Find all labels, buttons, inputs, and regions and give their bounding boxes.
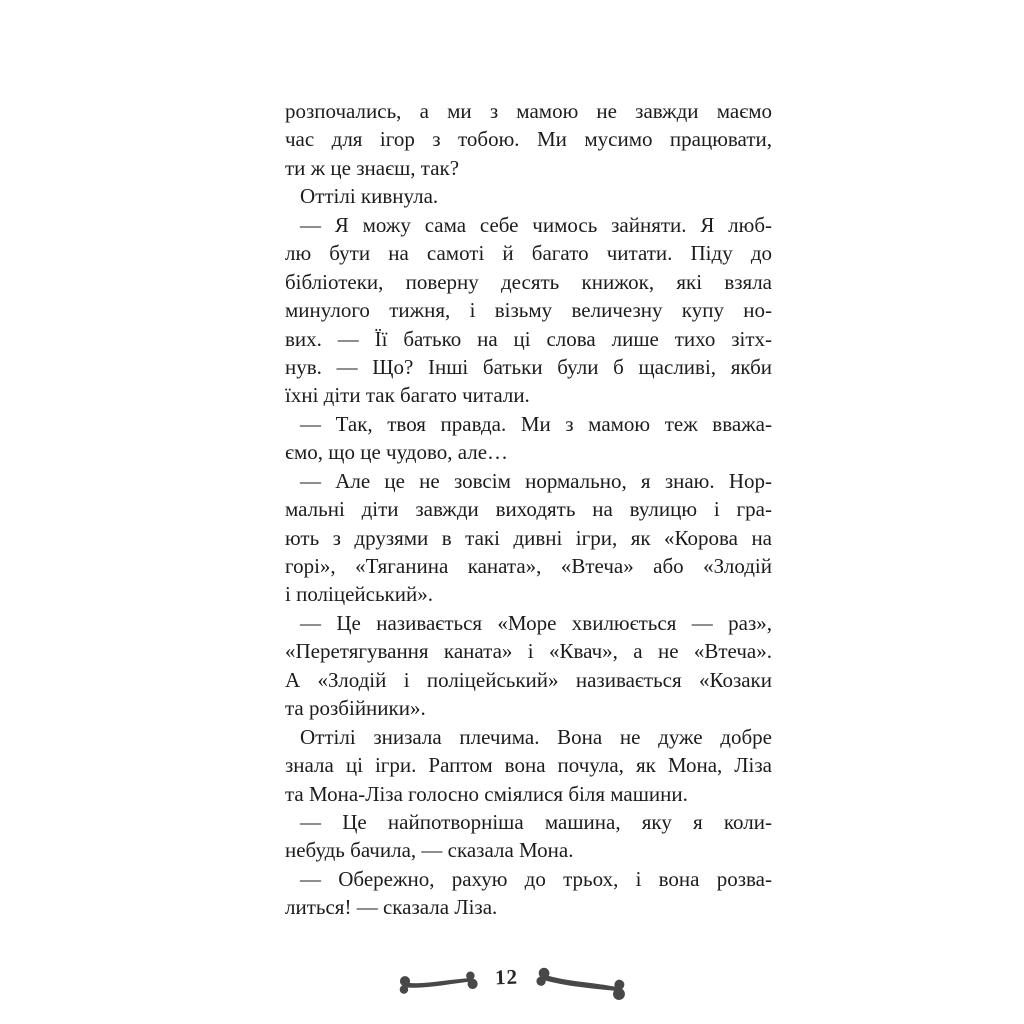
text-line: розпочались, а ми з мамою не завжди маємо (285, 99, 772, 123)
text-line: час для ігор з тобою. Ми мусимо працювати, (285, 127, 772, 152)
paragraph (285, 97, 772, 182)
text-line: ти ж це знаєш, так? (285, 155, 460, 180)
paragraph (285, 211, 772, 410)
text-line: лю бути на самоті й багато читати. Піду до (285, 241, 772, 266)
paragraph (285, 182, 772, 210)
text-line: — Але це не зовсім нормально, я знаю. Нор- (300, 468, 772, 493)
text-line: ють з друзями в такі дивні ігри, як «Корова на (285, 525, 772, 550)
page-footer (0, 950, 1024, 1002)
paragraph (285, 723, 772, 808)
page-text (285, 97, 772, 922)
text-line: А «Злодій і поліцейський» називається «Козаки (285, 667, 772, 692)
bone-icon (396, 968, 479, 998)
text-line: бібліотеки, поверну десять книжок, які взяла (285, 269, 772, 294)
paragraph (285, 410, 772, 467)
text-line: знала ці ігри. Раптом вона почула, як Мона, Ліза (285, 753, 772, 778)
text-line: та розбійники». (285, 696, 426, 721)
text-line: і поліцейський». (285, 582, 433, 607)
text-line: та Мона-Ліза голосно сміялися біля машини. (285, 781, 688, 806)
text-line: Оттілі знизала плечима. Вона не дуже добре (300, 724, 772, 749)
text-line: горі», «Тяганина каната», «Втеча» або «Злодій (285, 554, 772, 578)
text-line: — Це найпотворніша машина, яку я коли- (300, 809, 772, 834)
text-line: минулого тижня, і візьму величезну купу но- (285, 298, 772, 323)
text-line: — Так, твоя правда. Ми з мамою теж вважа- (300, 411, 772, 436)
paragraph (285, 609, 772, 723)
text-line: — Це називається «Море хвилюється — раз», (300, 610, 772, 635)
paragraph (285, 808, 772, 865)
paragraph (285, 865, 772, 922)
text-line: Оттілі кивнула. (300, 184, 439, 209)
text-line: — Я можу сама себе чимось зайняти. Я люб- (300, 212, 772, 237)
text-line: небудь бачила, — сказала Мона. (285, 838, 574, 863)
paragraph (285, 467, 772, 609)
text-line: мальні діти завжди виходять на вулицю і гра- (285, 497, 772, 522)
text-line: ємо, що це чудово, але… (285, 440, 509, 465)
text-line: — Обережно, рахую до трьох, і вона розва- (300, 866, 772, 891)
text-line: литься! — сказала Ліза. (285, 895, 498, 920)
text-line: «Перетягування каната» і «Квач», а не «Втеча». (285, 639, 772, 664)
text-line: їхні діти так багато читали. (285, 383, 530, 408)
page-number: 12 (494, 964, 518, 989)
bone-icon (532, 965, 629, 1004)
text-line: нув. — Що? Інші батьки були б щасливі, якби (285, 354, 772, 379)
text-line: вих. — Її батько на ці слова лише тихо зітх- (285, 326, 772, 351)
